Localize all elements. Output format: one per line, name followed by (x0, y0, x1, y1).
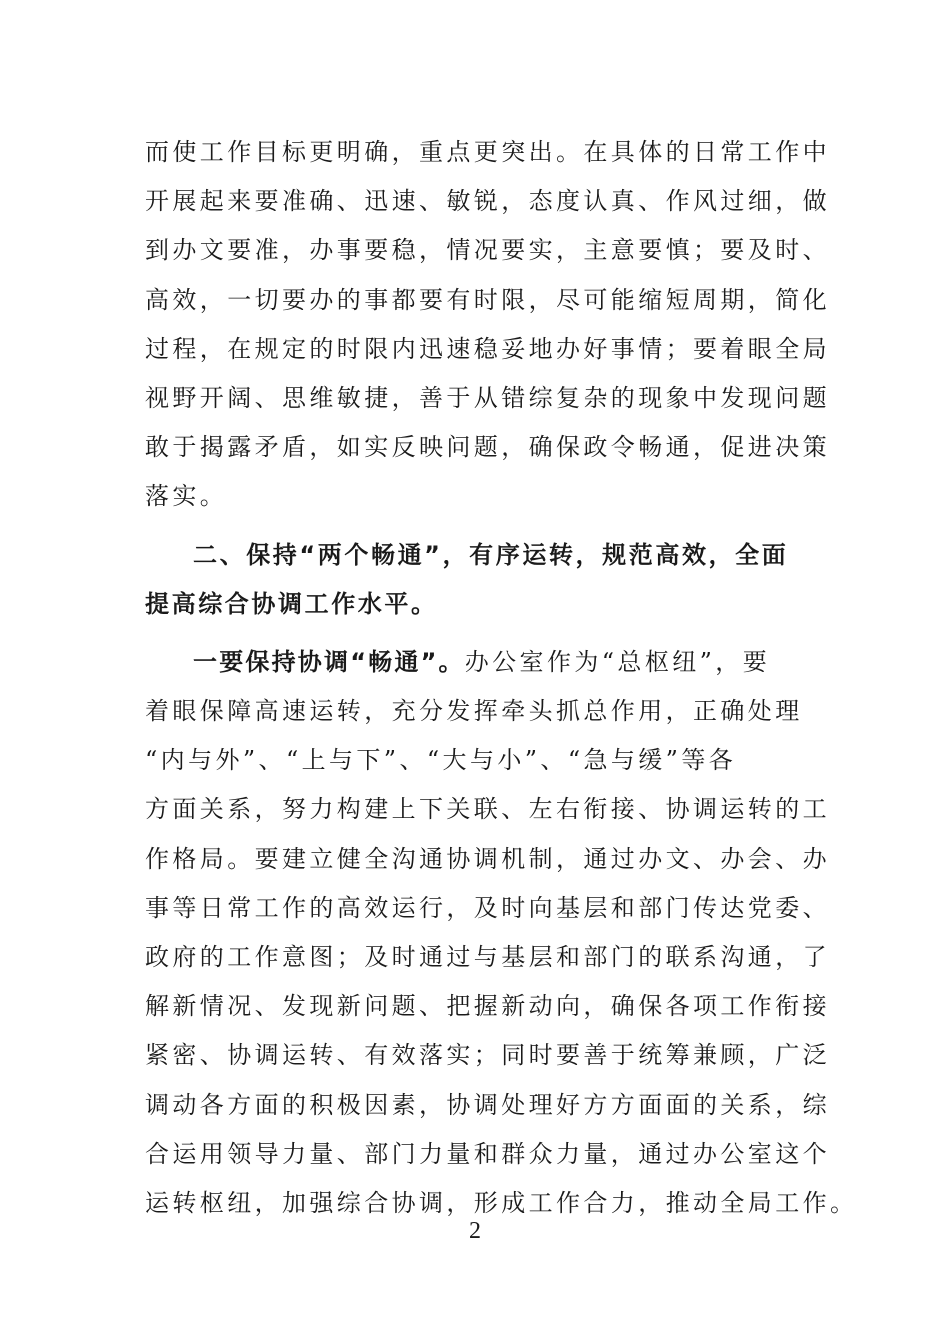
text-line (145, 638, 810, 687)
paragraph-first-line-text: 办公室作为“总枢纽”，要 (464, 647, 771, 676)
text-line: 合运用领导力量、部门力量和群众力量，通过办公室这个 (145, 1139, 830, 1168)
text-line: 到办文要准，办事要稳，情况要实，主意要慎；要及时、 (145, 236, 830, 265)
paragraph-lead-bold: 一要保持协调“畅通”。 (193, 647, 465, 676)
text-line: 方面关系，努力构建上下关联、左右衔接、协调运转的工 (145, 795, 830, 824)
paragraph-spacing (145, 522, 810, 531)
heading-line: 二、保持“两个畅通”，有序运转，规范高效，全面 (193, 540, 789, 569)
heading-line: 提高综合协调工作水平。 (145, 589, 438, 618)
text-line: 事等日常工作的高效运行，及时向基层和部门传达党委、 (145, 893, 830, 922)
text-line: 作格局。要建立健全沟通协调机制，通过办文、办会、办 (145, 844, 830, 873)
text-line: 运转枢纽，加强综合协调，形成工作合力，推动全局工作。 (145, 1188, 858, 1217)
text-line: 敢于揭露矛盾，如实反映问题，确保政令畅通，促进决策 (145, 433, 830, 462)
text-line: 视野开阔、思维敏捷，善于从错综复杂的现象中发现问题 (145, 383, 830, 412)
text-line: 过程，在规定的时限内迅速稳妥地办好事情；要着眼全局 (145, 334, 830, 363)
text-line: 而使工作目标更明确，重点更突出。在具体的日常工作中 (145, 138, 830, 166)
paragraph-continued (145, 128, 830, 522)
text-line: 调动各方面的积极因素，协调处理好方方面面的关系，综 (145, 1090, 830, 1119)
text-line: 着眼保障高速运转，充分发挥牵头抓总作用，正确处理 (145, 697, 803, 726)
text-line: 落实。 (145, 482, 228, 511)
text-line: 开展起来要准确、迅速、敏锐，态度认真、作风过细，做 (145, 187, 830, 216)
section-heading (145, 531, 810, 629)
text-line: 解新情况、发现新问题、把握新动向，确保各项工作衔接 (145, 992, 830, 1021)
text-line: “内与外”、“上与下”、“大与小”、“急与缓”等各 (145, 746, 737, 775)
paragraph-coordination (145, 638, 858, 1228)
document-page (145, 128, 858, 1228)
text-line: 政府的工作意图；及时通过与基层和部门的联系沟通，了 (145, 943, 830, 971)
paragraph-spacing (145, 629, 810, 638)
text-line: 紧密、协调运转、有效落实；同时要善于统筹兼顾，广泛 (145, 1041, 830, 1070)
text-line: 高效，一切要办的事都要有时限，尽可能缩短周期，简化 (145, 285, 830, 314)
page-number: 2 (469, 1218, 481, 1244)
